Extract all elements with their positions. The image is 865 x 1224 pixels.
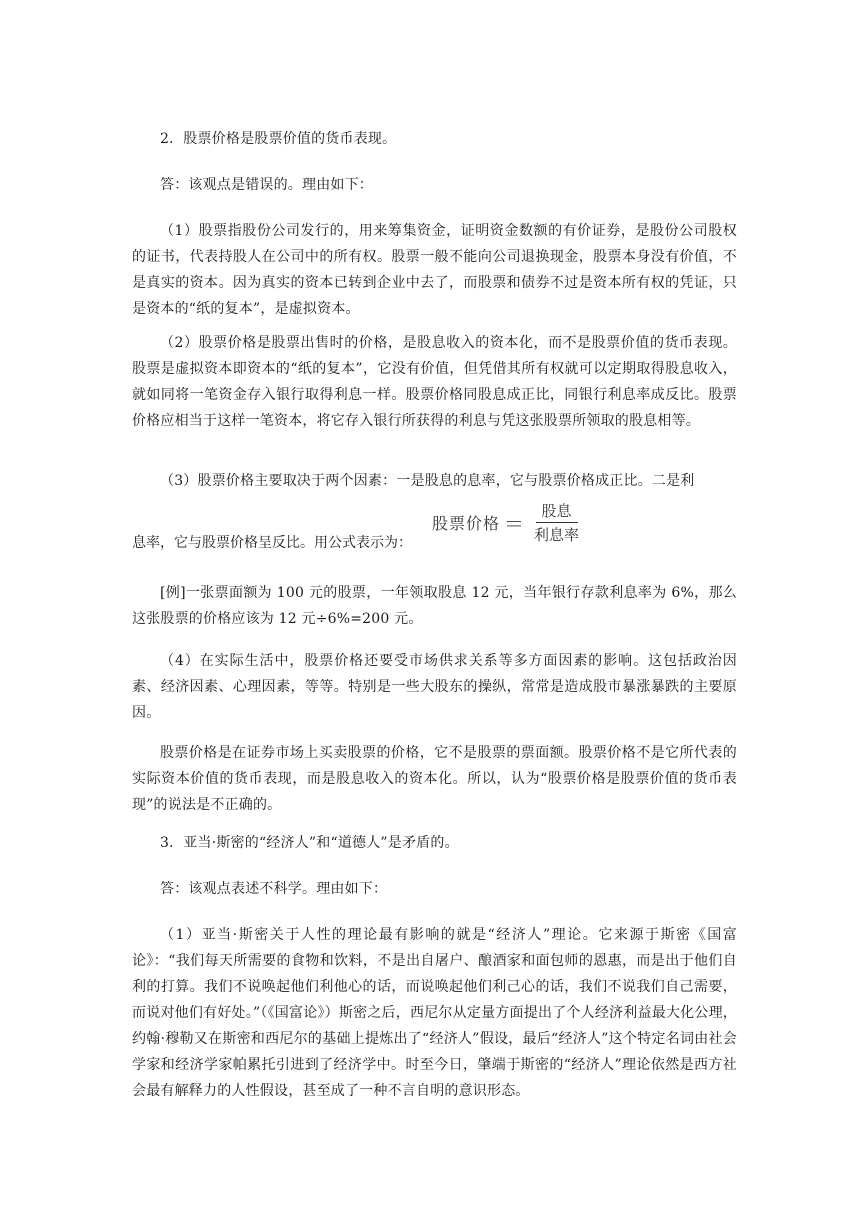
formula-row bbox=[132, 500, 737, 552]
section-3-heading: 3．亚当·斯密的“经济人”和“道德人”是矛盾的。 bbox=[160, 835, 459, 851]
paragraph-2-conclusion: 股票价格是在证券市场上买卖股票的价格，它不是股票的票面额。股票价格不是它所代表的实际资本价值的货币表现，而是股息收入的资本化。所以，认为“股票价格是股票价值的货币表现”的说法是不正确的。 bbox=[132, 745, 737, 813]
section-3-answer: 答：该观点表述不科学。理由如下： bbox=[160, 881, 388, 897]
paragraph-3-1: （1）亚当·斯密关于人性的理论最有影响的就是“经济人”理论。它来源于斯密《国富论》：“我们每天所需要的食物和饮料，不是出自屠户、酿酒家和面包师的恩惠，而是出于他们自利的打算。我们不说唤起他们利他心的话，而说唤起他们利己心的话，我们不说我们自己需要，而说对他们有好处。”（《国富论》）斯密之后，西尼尔从定量方面提出了个人经济利益最大化公理，约翰·穆勒又在斯密和西尼尔的基础上提炼出了“经济人”假设，最后“经济人”这个特定名词由社会学家和经济学家帕累托引进到了经济学中。时至今日，肇端于斯密的“经济人”理论依然是西方社会最有解释力的人性假设，甚至成了一种不言自明的意识形态。 bbox=[132, 927, 737, 1099]
paragraph-2-3-line1: （3）股票价格主要取决于两个因素：一是股息的息率，它与股票价格成正比。二是利 bbox=[160, 473, 695, 489]
formula-lhs: 股票价格 bbox=[432, 514, 501, 533]
formula-numerator: 股息 bbox=[536, 500, 578, 523]
section-2-answer: 答：该观点是错误的。理由如下： bbox=[160, 177, 373, 193]
paragraph-2-4: （4）在实际生活中，股票价格还要受市场供求关系等多方面因素的影响。这包括政治因素、经济因素、心理因素，等等。特别是一些大股东的操纵，常常是造成股市暴涨暴跌的主要原因。 bbox=[132, 653, 737, 721]
paragraph-2-1: （1）股票指股份公司发行的，用来筹集资金，证明资金数额的有价证券，是股份公司股权的证书，代表持股人在公司中的所有权。股票一般不能向公司退换现金，股票本身没有价值，不是真实的资本。因为真实的资本已转到企业中去了，而股票和债券不过是资本所有权的凭证，只是资本的“纸的复本”，是虚拟资本。 bbox=[132, 223, 737, 317]
formula-fraction bbox=[528, 500, 585, 545]
example-paragraph: [例]一张票面额为 100 元的股票，一年领取股息 12 元，当年银行存款利息率为 6%，那么这张股票的价格应该为 12 元÷6%=200 元。 bbox=[132, 585, 737, 627]
section-2-heading: 2．股票价格是股票价值的货币表现。 bbox=[160, 131, 397, 147]
stock-price-formula bbox=[432, 500, 585, 545]
formula-equals: ＝ bbox=[504, 512, 525, 536]
paragraph-2-3-line2: 息率，它与股票价格呈反比。用公式表示为： bbox=[132, 535, 412, 551]
formula-denominator: 利息率 bbox=[534, 526, 580, 544]
paragraph-2-2: （2）股票价格是股票出售时的价格，是股息收入的资本化，而不是股票价值的货币表现。股票是虚拟资本即资本的“纸的复本”，它没有价值，但凭借其所有权就可以定期取得股息收入，就如同将一笔资金存入银行取得利息一样。股票价格同股息成正比，同银行利息率成反比。股票价格应相当于这样一笔资本，将它存入银行所获得的利息与凭这张股票所领取的股息相等。 bbox=[132, 335, 737, 429]
